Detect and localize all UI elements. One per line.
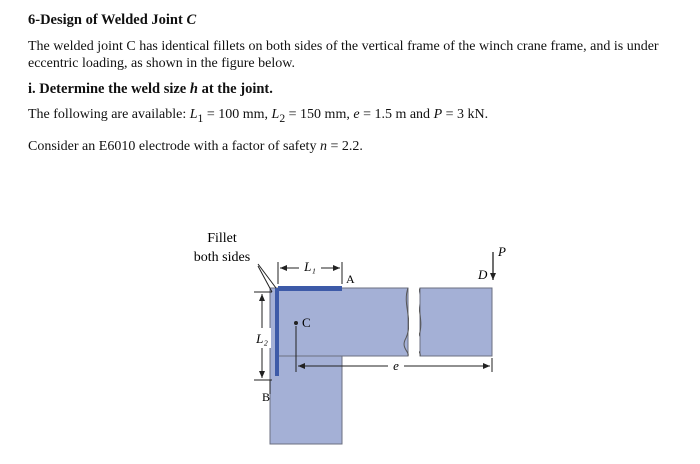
A-label: A bbox=[346, 272, 355, 286]
fillet-leader-2 bbox=[258, 266, 272, 292]
electrode-n-val: = 2.2. bbox=[326, 138, 363, 154]
given-L2-val: = 150 mm, bbox=[285, 107, 354, 122]
given-P-val: = 3 kN. bbox=[442, 107, 489, 122]
centroid-dot bbox=[294, 321, 298, 325]
C-label: C bbox=[302, 315, 311, 330]
task-suffix: at the joint. bbox=[197, 81, 273, 97]
given-L1-var: L bbox=[189, 107, 198, 122]
fillet-label-line2: both sides bbox=[193, 250, 251, 265]
weld-horizontal bbox=[278, 286, 342, 291]
given-e-var: e bbox=[353, 107, 360, 122]
given-L1-sub: 1 bbox=[197, 111, 204, 125]
D-label: D bbox=[478, 267, 488, 282]
given-L2-var: L bbox=[271, 107, 280, 122]
heading-prefix: 6-Design of Welded Joint bbox=[28, 12, 187, 28]
P-label: P bbox=[498, 244, 506, 259]
heading-joint-var: C bbox=[186, 12, 197, 28]
L1-label: L₁ bbox=[304, 259, 316, 274]
task-var-h: h bbox=[189, 81, 198, 97]
L2-label: L₂ bbox=[256, 331, 268, 346]
electrode-n-var: n bbox=[319, 138, 327, 154]
bracket-right-section bbox=[420, 288, 492, 356]
given-P-var: P bbox=[433, 107, 443, 122]
given-e-val: = 1.5 m and bbox=[359, 107, 434, 122]
given-L2-sub: 2 bbox=[279, 111, 286, 125]
bracket-break-gap bbox=[409, 289, 419, 355]
given-lead: The following are available: bbox=[28, 107, 190, 122]
weld-vertical bbox=[275, 288, 279, 376]
B-label: B bbox=[262, 390, 271, 404]
given-L1-val: = 100 mm, bbox=[203, 107, 272, 122]
intro-paragraph: The welded joint C has identical fillets on both sides of the vertical frame of the winch crane frame, and is under eccentric loading, as shown in the figure below. bbox=[28, 39, 659, 71]
fillet-leader bbox=[258, 264, 276, 288]
fillet-label-line1: Fillet bbox=[207, 231, 237, 246]
electrode-lead: Consider an E6010 electrode with a factor of safety bbox=[28, 138, 320, 154]
e-label: e bbox=[393, 358, 399, 373]
task-prefix: i. Determine the weld size bbox=[28, 81, 190, 97]
